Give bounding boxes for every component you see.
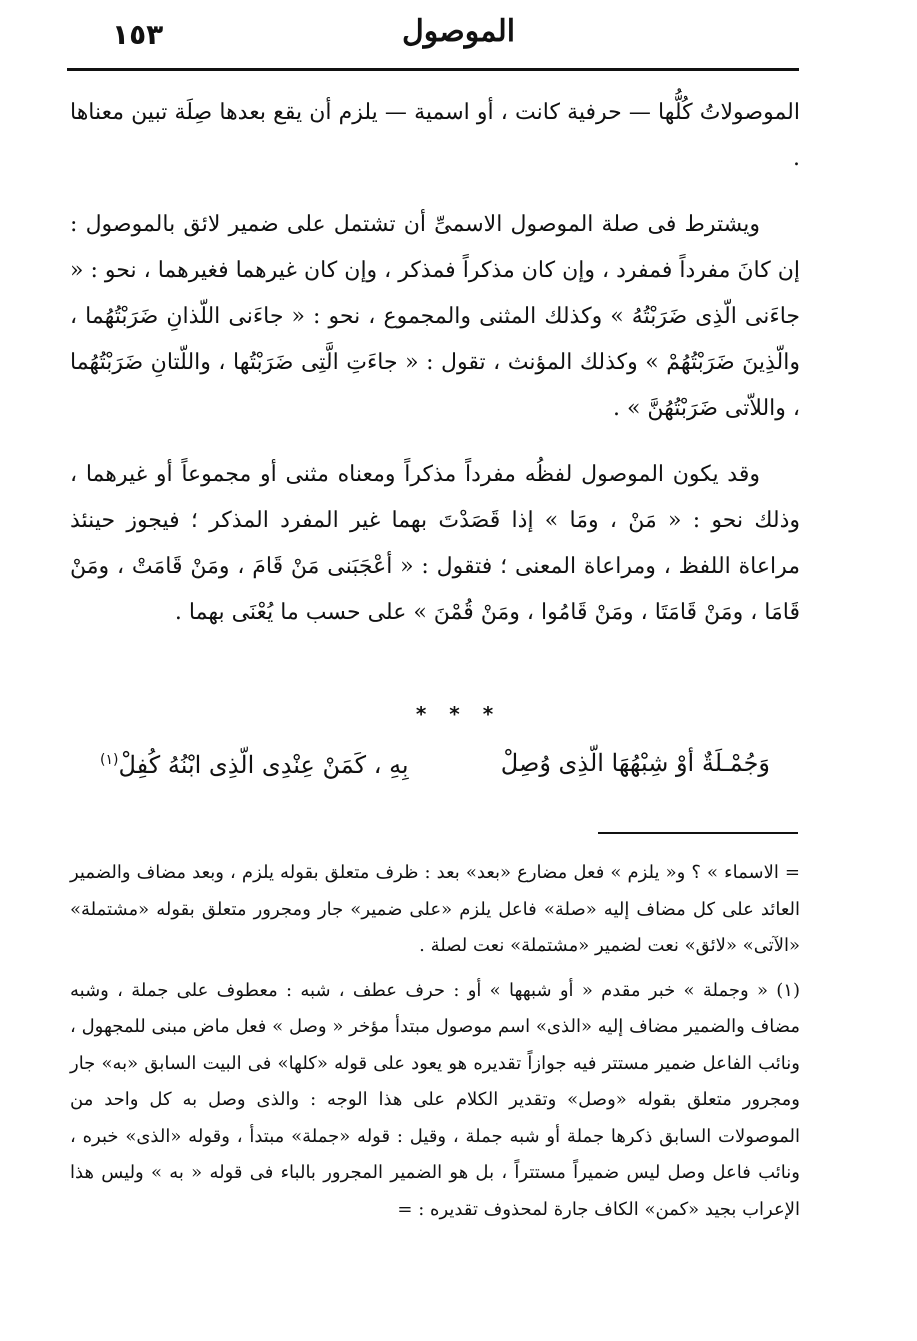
running-title: الموصول	[401, 14, 516, 49]
footnote-rule	[598, 832, 798, 834]
verse-second-hemistich	[100, 740, 409, 785]
main-text	[70, 90, 800, 656]
verse-first-hemistich: وَجُمْـلَةٌ أوْ شِبْهُهَا الّذِى وُصِلْ	[500, 748, 770, 777]
header-rule	[67, 68, 799, 71]
footnotes	[70, 855, 800, 1236]
verse-line	[100, 740, 770, 785]
paragraph-3: وقد يكون الموصول لفظُه مفرداً مذكراً ومعناه مثنى أو مجموعاً أو غيرهما ، وذلك نحو : « مَنْ ، ومَا » إذا قَصَدْتَ بهما غير المفرد المذكر ؛ فيجوز حينئذ مراعاة اللفظ ، ومراعاة المعنى ؛ فتقول : « أعْجَبَنى مَنْ قَامَ ، ومَنْ قَامَتْ ، ومَنْ قَامَا ، ومَنْ قَامَتَا ، ومَنْ قَامُوا ، ومَنْ قُمْنَ » على حسب ما يُعْنَى بهما .	[70, 462, 800, 625]
footnote-1: (١) « وجملة » خبر مقدم « أو شبهها » أو : حرف عطف ، شبه : معطوف على جملة ، وشبه مضاف والضمير مضاف إليه «الذى» اسم موصول مبتدأ مؤخر « وصل » فعل ماض مبنى للمجهول ، ونائب الفاعل ضمير مستتر فيه جوازاً تقديره هو يعود على قوله «كلها» فى البيت السابق «به» جار ومجرور متعلق بقوله «وصل» وتقدير الكلام على هذا الوجه : والذى وصل به كل واحد من الموصولات السابق ذكرها جملة أو شبه جملة ، وقيل : قوله «جملة» مبتدأ ، وقوله «الذى» خبره ، ونائب فاعل وصل ليس ضميراً مستتراً ، بل هو الضمير المجرور بالباء فى قوله « به » وليس هذا الإعراب بجيد «كمن» الكاف جارة لمحذوف تقديره : =	[70, 979, 800, 1220]
footnote-continuation: = الاسماء » ؟ و« يلزم » فعل مضارع «بعد» بعد : ظرف متعلق بقوله يلزم ، وبعد مضاف والضمير العائد على كل مضاف إليه «صلة» فاعل يلزم «على ضمير» جار ومجرور متعلق بقوله «مشتملة» «الآتى» «لائق» نعت لضمير «مشتملة» نعت لصلة .	[70, 862, 800, 956]
section-separator: * * *	[415, 702, 502, 726]
footnote-marker: (١)	[100, 752, 119, 768]
paragraph-1: الموصولاتُ كُلُّها — حرفية كانت ، أو اسمية — يلزم أن يقع بعدها صِلَة تبين معناها .	[70, 100, 800, 171]
verse-second-text: بِهِ ، كَمَنْ عِنْدِى الّذِى ابْنُهُ كُفِلْ	[118, 751, 409, 779]
paragraph-2: ويشترط فى صلة الموصول الاسمىِّ أن تشتمل على ضمير لائق بالموصول : إن كانَ مفرداً فمفرد ، وإن كان مذكراً فمذكر ، وإن كان غيرهما فغيرهما ، نحو : « جاءَنى الّذِى ضَرَبْتُهُ » وكذلك المثنى والمجموع ، نحو : « جاءَنى اللّذانِ ضَرَبْتُهُما ، والّذِينَ ضَرَبْتُهُمْ » وكذلك المؤنث ، تقول : « جاءَتِ الَّتِى ضَرَبْتُها ، واللّتانِ ضَرَبْتُهُما ، واللاّتى ضَرَبْتُهُنَّ » .	[70, 212, 800, 421]
page-number: ١٥٣	[112, 18, 164, 51]
